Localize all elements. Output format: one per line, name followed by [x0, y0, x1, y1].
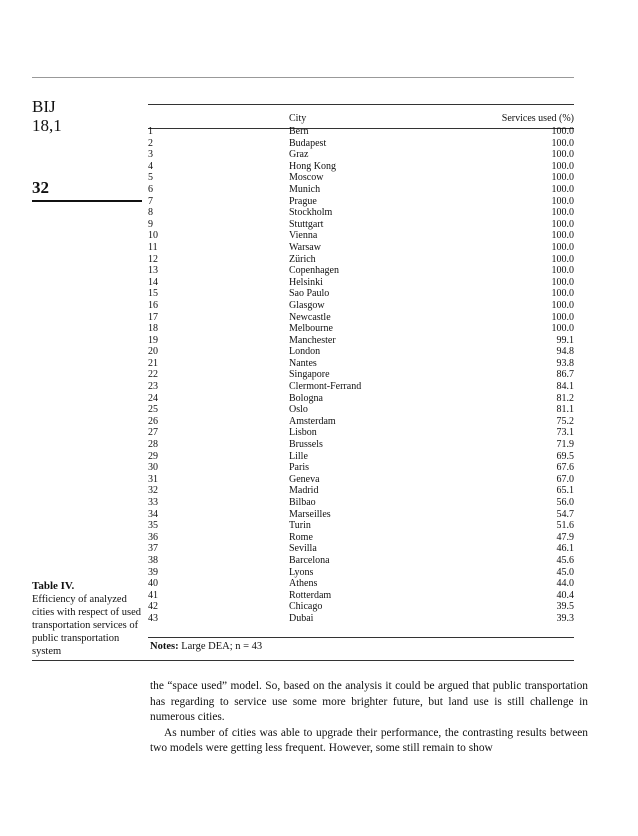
- table-row: [148, 416, 588, 428]
- cell-city: Barcelona: [289, 554, 330, 566]
- table-row: [148, 451, 588, 463]
- cell-rank: 4: [148, 160, 153, 172]
- cell-city: Lisbon: [289, 427, 317, 439]
- table-row: [148, 393, 588, 405]
- body-text: [150, 679, 588, 757]
- cell-services-used: 81.2: [556, 392, 574, 404]
- cell-rank: 39: [148, 566, 158, 578]
- cell-rank: 1: [148, 126, 153, 137]
- cell-services-used: 84.1: [556, 381, 574, 393]
- header-services-used: Services used (%): [501, 112, 574, 124]
- table-row: [148, 172, 588, 184]
- table-notes-label: Notes:: [150, 641, 179, 652]
- table-row: [148, 161, 588, 173]
- cell-city: Rome: [289, 531, 313, 543]
- table-row: [148, 613, 588, 625]
- cell-city: Dubai: [289, 612, 314, 624]
- cell-rank: 14: [148, 276, 158, 288]
- cell-services-used: 100.0: [551, 253, 574, 265]
- cell-rank: 23: [148, 381, 158, 393]
- table-notes: [150, 641, 262, 652]
- cell-rank: 34: [148, 508, 158, 520]
- table-row: [148, 323, 588, 335]
- page-number-rule: [32, 200, 142, 202]
- cell-rank: 37: [148, 543, 158, 555]
- cell-rank: 9: [148, 218, 153, 230]
- cell-services-used: 39.3: [556, 612, 574, 624]
- cell-rank: 27: [148, 427, 158, 439]
- cell-services-used: 100.0: [551, 137, 574, 149]
- table-row: [148, 497, 588, 509]
- cell-services-used: 100.0: [551, 299, 574, 311]
- cell-services-used: 46.1: [556, 543, 574, 555]
- cell-city: Bologna: [289, 392, 323, 404]
- cell-city: Vienna: [289, 230, 318, 242]
- cell-rank: 40: [148, 578, 158, 590]
- cell-city: Melbourne: [289, 323, 333, 335]
- cell-services-used: 67.6: [556, 462, 574, 474]
- caption-rule: [32, 660, 574, 661]
- header-city: City: [289, 112, 307, 124]
- cell-rank: 3: [148, 149, 153, 161]
- cell-rank: 25: [148, 404, 158, 416]
- table-header-row: [148, 111, 588, 126]
- cell-city: Lyons: [289, 566, 314, 578]
- table-row: [148, 300, 588, 312]
- cell-services-used: 100.0: [551, 218, 574, 230]
- cell-city: Munich: [289, 183, 321, 195]
- cell-city: Bern: [289, 126, 309, 137]
- cell-rank: 2: [148, 137, 153, 149]
- cell-city: Singapore: [289, 369, 330, 381]
- cell-services-used: 100.0: [551, 265, 574, 277]
- table-row: [148, 138, 588, 150]
- cell-rank: 36: [148, 531, 158, 543]
- table-row: [148, 439, 588, 451]
- header-rank: [148, 111, 289, 126]
- cell-services-used: 67.0: [556, 473, 574, 485]
- cell-city: Stockholm: [289, 207, 333, 219]
- cell-services-used: 100.0: [551, 311, 574, 323]
- cell-services-used: 54.7: [556, 508, 574, 520]
- cell-rank: 29: [148, 450, 158, 462]
- table-row: [148, 474, 588, 486]
- cell-city: London: [289, 346, 321, 358]
- table-row: [148, 230, 588, 242]
- table-row: [148, 509, 588, 521]
- cell-services-used: 93.8: [556, 357, 574, 369]
- cell-city: Chicago: [289, 601, 323, 613]
- cell-services-used: 100.0: [551, 183, 574, 195]
- cell-city: Glasgow: [289, 299, 325, 311]
- cell-services-used: 100.0: [551, 207, 574, 219]
- cell-rank: 15: [148, 288, 158, 300]
- table-bottom-rule: [148, 637, 574, 638]
- cell-rank: 32: [148, 485, 158, 497]
- cell-services-used: 100.0: [551, 241, 574, 253]
- cell-rank: 5: [148, 172, 153, 184]
- table-row: [148, 543, 588, 555]
- cell-city: Zürich: [289, 253, 316, 265]
- table-row: [148, 288, 588, 300]
- table-caption: [32, 580, 142, 658]
- cell-services-used: 100.0: [551, 195, 574, 207]
- cell-city: Stuttgart: [289, 218, 324, 230]
- table-row: [148, 358, 588, 370]
- cell-city: Nantes: [289, 357, 317, 369]
- body-paragraph: As number of cities was able to upgrade their performance, the contrasting results between two models were getting less frequent. However, some still remain to show: [150, 726, 588, 755]
- table-top-rule: [148, 104, 574, 105]
- table-row: [148, 346, 588, 358]
- cell-city: Clermont-Ferrand: [289, 381, 362, 393]
- cell-rank: 6: [148, 183, 153, 195]
- cell-rank: 10: [148, 230, 158, 242]
- table-row: [148, 567, 588, 579]
- header-rule: [32, 77, 574, 78]
- cell-city: Helsinki: [289, 276, 323, 288]
- cell-rank: 12: [148, 253, 158, 265]
- table-row: [148, 555, 588, 567]
- journal-marker: [32, 97, 62, 135]
- cell-rank: 42: [148, 601, 158, 613]
- cell-rank: 30: [148, 462, 158, 474]
- cell-city: Sao Paulo: [289, 288, 330, 300]
- cell-services-used: 100.0: [551, 160, 574, 172]
- cell-rank: 21: [148, 357, 158, 369]
- table-row: [148, 532, 588, 544]
- cell-services-used: 71.9: [556, 439, 574, 451]
- table-row: [148, 265, 588, 277]
- page-number: 32: [32, 178, 49, 197]
- cell-city: Warsaw: [289, 241, 321, 253]
- cell-rank: 22: [148, 369, 158, 381]
- table-row: [148, 312, 588, 324]
- table-row: [148, 242, 588, 254]
- cell-services-used: 100.0: [551, 288, 574, 300]
- table-row: [148, 184, 588, 196]
- cell-services-used: 45.0: [556, 566, 574, 578]
- cell-services-used: 51.6: [556, 520, 574, 532]
- cell-rank: 38: [148, 554, 158, 566]
- journal-name: BIJ: [32, 97, 56, 116]
- cell-services-used: 100.0: [551, 149, 574, 161]
- cell-city: Geneva: [289, 473, 320, 485]
- journal-volume: 18,1: [32, 116, 62, 135]
- table-body: [148, 126, 588, 625]
- cell-city: Graz: [289, 149, 309, 161]
- cell-services-used: 39.5: [556, 601, 574, 613]
- cell-rank: 17: [148, 311, 158, 323]
- cell-city: Turin: [289, 520, 311, 532]
- body-paragraph: the “space used” model. So, based on the analysis it could be argued that public transportation has regarding to service use some more brighter future, but land use is still challenge in numerous cities.: [150, 680, 588, 724]
- table-row: [148, 219, 588, 231]
- cell-city: Budapest: [289, 137, 327, 149]
- cell-services-used: 100.0: [551, 126, 574, 137]
- cell-rank: 26: [148, 415, 158, 427]
- table-row: [148, 126, 588, 138]
- table-row: [148, 485, 588, 497]
- cell-services-used: 100.0: [551, 230, 574, 242]
- table-caption-text: Efficiency of analyzed cities with respect of used transportation services of public transportation system: [32, 594, 142, 657]
- cell-services-used: 99.1: [556, 334, 574, 346]
- table-row: [148, 404, 588, 416]
- table-row: [148, 149, 588, 161]
- table-row: [148, 207, 588, 219]
- cell-services-used: 75.2: [556, 415, 574, 427]
- cell-services-used: 44.0: [556, 578, 574, 590]
- cell-rank: 8: [148, 207, 153, 219]
- cell-rank: 28: [148, 439, 158, 451]
- cell-services-used: 94.8: [556, 346, 574, 358]
- cell-services-used: 40.4: [556, 589, 574, 601]
- cell-services-used: 47.9: [556, 531, 574, 543]
- cell-city: Oslo: [289, 404, 308, 416]
- cell-rank: 19: [148, 334, 158, 346]
- efficiency-table: [148, 111, 588, 625]
- table-caption-label: Table IV.: [32, 580, 75, 592]
- cell-rank: 41: [148, 589, 158, 601]
- table-row: [148, 196, 588, 208]
- cell-city: Hong Kong: [289, 160, 336, 172]
- cell-rank: 13: [148, 265, 158, 277]
- cell-city: Moscow: [289, 172, 324, 184]
- cell-city: Rotterdam: [289, 589, 332, 601]
- cell-city: Amsterdam: [289, 415, 336, 427]
- cell-services-used: 45.6: [556, 554, 574, 566]
- cell-services-used: 69.5: [556, 450, 574, 462]
- cell-services-used: 100.0: [551, 276, 574, 288]
- cell-city: Marseilles: [289, 508, 331, 520]
- table-row: [148, 520, 588, 532]
- cell-rank: 31: [148, 473, 158, 485]
- cell-city: Brussels: [289, 439, 323, 451]
- table-row: [148, 427, 588, 439]
- cell-city: Prague: [289, 195, 317, 207]
- cell-services-used: 100.0: [551, 323, 574, 335]
- table-row: [148, 601, 588, 613]
- cell-city: Manchester: [289, 334, 336, 346]
- cell-services-used: 81.1: [556, 404, 574, 416]
- cell-rank: 11: [148, 241, 158, 253]
- cell-rank: 16: [148, 299, 158, 311]
- cell-services-used: 65.1: [556, 485, 574, 497]
- table-row: [148, 369, 588, 381]
- table-row: [148, 277, 588, 289]
- table-row: [148, 335, 588, 347]
- cell-rank: 35: [148, 520, 158, 532]
- cell-city: Sevilla: [289, 543, 317, 555]
- table-row: [148, 381, 588, 393]
- cell-rank: 43: [148, 612, 158, 624]
- cell-city: Copenhagen: [289, 265, 339, 277]
- cell-city: Paris: [289, 462, 309, 474]
- cell-city: Bilbao: [289, 497, 316, 508]
- cell-services-used: 100.0: [551, 172, 574, 184]
- table-row: [148, 578, 588, 590]
- cell-services-used: 86.7: [556, 369, 574, 381]
- cell-rank: 18: [148, 323, 158, 335]
- cell-rank: 7: [148, 195, 153, 207]
- table-row: [148, 462, 588, 474]
- cell-city: Athens: [289, 578, 318, 590]
- cell-rank: 24: [148, 392, 158, 404]
- cell-rank: 33: [148, 497, 158, 508]
- cell-rank: 20: [148, 346, 158, 358]
- table-notes-text: Large DEA; n = 43: [178, 641, 263, 652]
- cell-services-used: 56.0: [556, 497, 574, 508]
- cell-services-used: 73.1: [556, 427, 574, 439]
- cell-city: Madrid: [289, 485, 319, 497]
- cell-city: Newcastle: [289, 311, 331, 323]
- cell-city: Lille: [289, 450, 308, 462]
- table-row: [148, 254, 588, 266]
- table-row: [148, 590, 588, 602]
